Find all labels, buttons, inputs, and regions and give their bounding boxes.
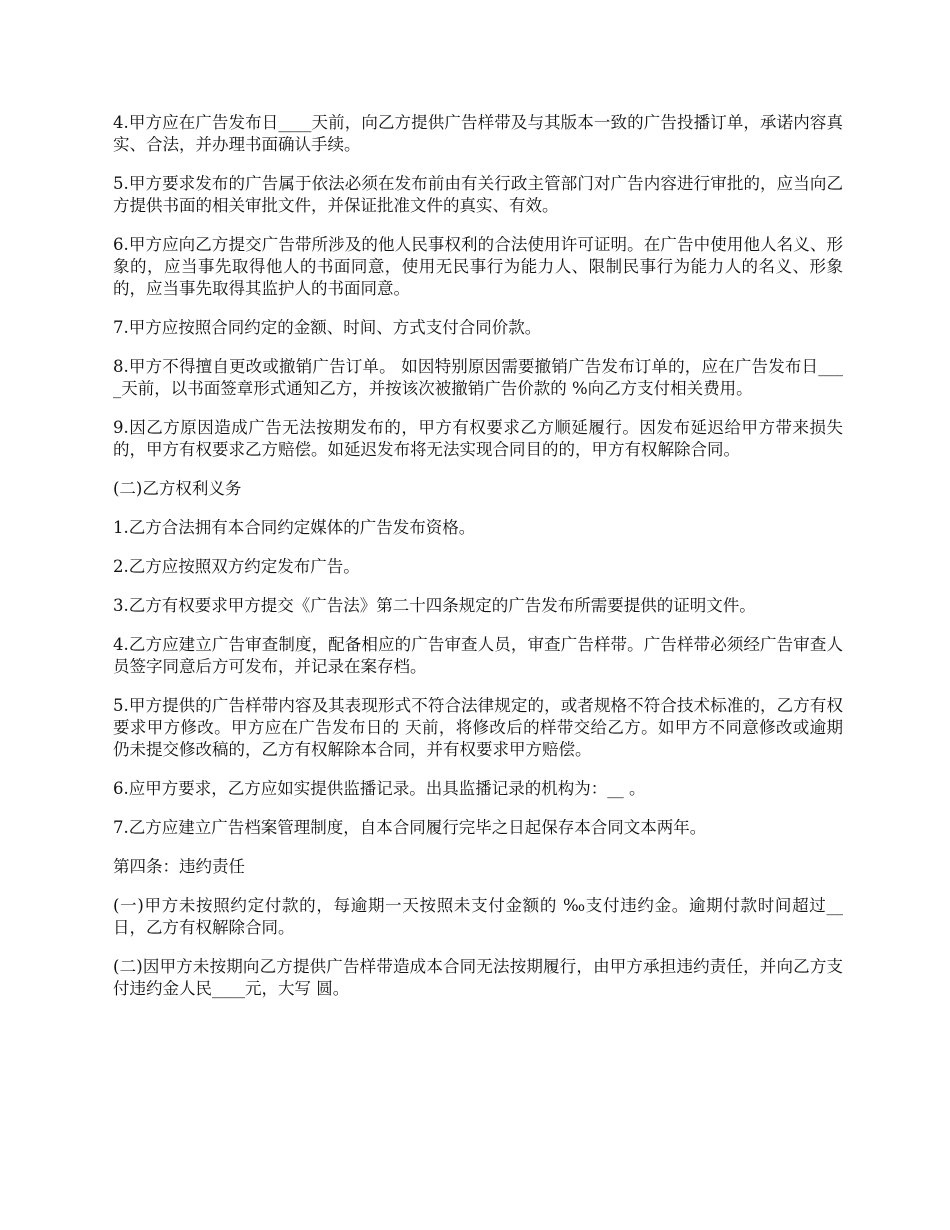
document-page xyxy=(113,112,843,1017)
clause-party-a-5: 5.甲方要求发布的广告属于依法必须在发布前由有关行政主管部门对广告内容进行审批的，应当向乙方提供书面的相关审批文件，并保证批准文件的真实、有效。 xyxy=(113,174,843,215)
clause-party-b-5: 5.甲方提供的广告样带内容及其表现形式不符合法律规定的，或者规格不符合技术标准的，乙方有权要求甲方修改。甲方应在广告发布日的 天前，将修改后的样带交给乙方。如甲方不同意修改或逾期仍未提交修改稿的，乙方有权解除本合同，并有权要求甲方赔偿。 xyxy=(113,696,843,759)
clause-party-b-7: 7.乙方应建立广告档案管理制度，自本合同履行完毕之日起保存本合同文本两年。 xyxy=(113,818,707,837)
article-heading-liability: 第四条：违约责任 xyxy=(113,857,245,876)
clause-party-b-6: 6.应甲方要求，乙方应如实提供监播记录。出具监播记录的机构为：__ 。 xyxy=(113,779,646,798)
clause-party-b-3: 3.乙方有权要求甲方提交《广告法》第二十四条规定的广告发布所需要提供的证明文件。 xyxy=(113,596,756,615)
clause-party-a-4: 4.甲方应在广告发布日____天前，向乙方提供广告样带及与其版本一致的广告投播订单，承诺内容真实、合法，并办理书面确认手续。 xyxy=(113,113,843,154)
clause-party-b-4: 4.乙方应建立广告审查制度，配备相应的广告审查人员，审查广告样带。广告样带必须经广告审查人员签字同意后方可发布，并记录在案存档。 xyxy=(113,635,843,676)
clause-party-a-8: 8.甲方不得擅自更改或撤销广告订单。 如因特别原因需要撤销广告发布订单的，应在广告发布日____天前，以书面签章形式通知乙方，并按该次被撤销广告价款的 %向乙方支付相关费用。 xyxy=(113,357,843,398)
clause-party-b-1: 1.乙方合法拥有本合同约定媒体的广告发布资格。 xyxy=(113,518,476,537)
clause-party-a-6: 6.甲方应向乙方提交广告带所涉及的他人民事权利的合法使用许可证明。在广告中使用他人名义、形象的，应当事先取得他人的书面同意，使用无民事行为能力人、限制民事行为能力人的名义、形象的，应当事先取得其监护人的书面同意。 xyxy=(113,235,843,298)
liability-clause-1: (一)甲方未按照约定付款的，每逾期一天按照未支付金额的 ‰支付违约金。逾期付款时间超过__日，乙方有权解除合同。 xyxy=(113,896,843,937)
section-heading-party-b: (二)乙方权利义务 xyxy=(113,479,242,498)
liability-clause-2: (二)因甲方未按期向乙方提供广告样带造成本合同无法按期履行，由甲方承担违约责任，并向乙方支付违约金人民____元，大写 圆。 xyxy=(113,957,843,998)
clause-party-a-9: 9.因乙方原因造成广告无法按期发布的，甲方有权要求乙方顺延履行。因发布延迟给甲方带来损失的，甲方有权要求乙方赔偿。如延迟发布将无法实现合同目的的，甲方有权解除合同。 xyxy=(113,418,843,459)
clause-party-a-7: 7.甲方应按照合同约定的金额、时间、方式支付合同价款。 xyxy=(113,318,542,337)
clause-party-b-2: 2.乙方应按照双方约定发布广告。 xyxy=(113,557,360,576)
